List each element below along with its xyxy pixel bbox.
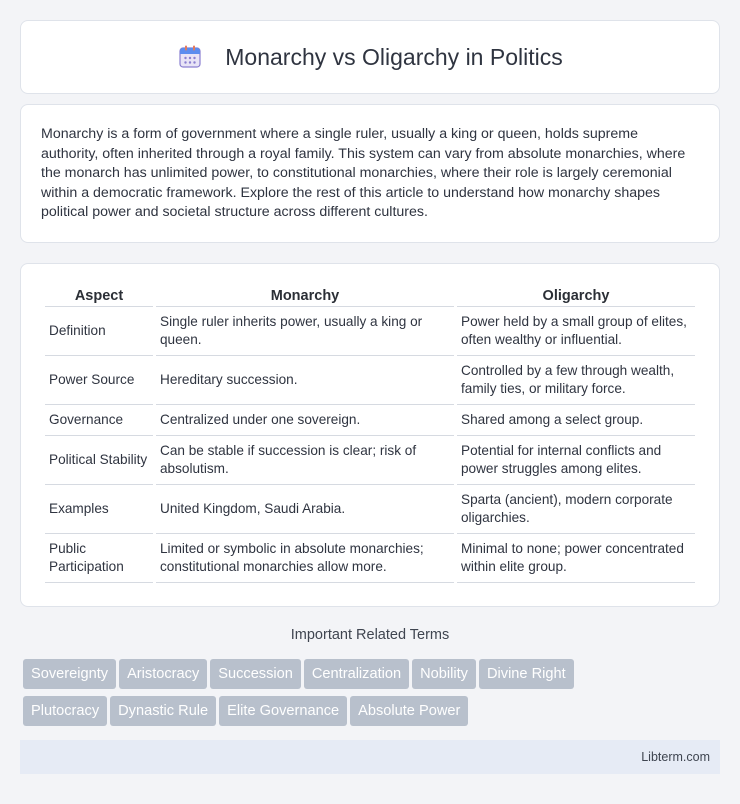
cell-monarchy: Can be stable if succession is clear; risk of absolutism. (156, 436, 454, 485)
cell-oligarchy: Power held by a small group of elites, often wealthy or influential. (457, 307, 695, 356)
footer-site-link[interactable]: Libterm.com (641, 750, 710, 764)
tag-elite-governance[interactable]: Elite Governance (219, 696, 347, 726)
cell-monarchy: United Kingdom, Saudi Arabia. (156, 485, 454, 534)
tag-dynastic-rule[interactable]: Dynastic Rule (110, 696, 216, 726)
tag-succession[interactable]: Succession (210, 659, 301, 689)
table-row (45, 436, 695, 485)
cell-monarchy: Limited or symbolic in absolute monarchies; constitutional monarchies allow more. (156, 534, 454, 583)
related-terms-list (23, 659, 723, 733)
tag-absolute-power[interactable]: Absolute Power (350, 696, 468, 726)
tag-nobility[interactable]: Nobility (412, 659, 476, 689)
cell-aspect: Governance (45, 405, 153, 436)
table-header-row (45, 284, 695, 307)
cell-oligarchy: Sparta (ancient), modern corporate oligarchies. (457, 485, 695, 534)
tag-sovereignty[interactable]: Sovereignty (23, 659, 116, 689)
header-oligarchy: Oligarchy (457, 284, 695, 307)
table-row (45, 356, 695, 405)
cell-aspect: Definition (45, 307, 153, 356)
header-monarchy: Monarchy (156, 284, 454, 307)
comparison-table (42, 284, 698, 583)
table-row (45, 405, 695, 436)
footer (20, 740, 720, 774)
cell-oligarchy: Potential for internal conflicts and power struggles among elites. (457, 436, 695, 485)
intro-paragraph: Monarchy is a form of government where a single ruler, usually a king or queen, holds supreme authority, often inherited through a royal family. This system can vary from absolute monarchies, where the monarch has unlimited power, to constitutional monarchies, where their role is largely ceremonial within a democratic framework. Explore the rest of this article to understand how monarchy shapes political power and societal structure across different cultures. (41, 126, 686, 220)
cell-monarchy: Hereditary succession. (156, 356, 454, 405)
cell-oligarchy: Minimal to none; power concentrated within elite group. (457, 534, 695, 583)
cell-aspect: Power Source (45, 356, 153, 405)
cell-oligarchy: Shared among a select group. (457, 405, 695, 436)
comparison-card (20, 263, 720, 607)
tag-centralization[interactable]: Centralization (304, 659, 409, 689)
page-title: Monarchy vs Oligarchy in Politics (225, 43, 563, 70)
table-row (45, 307, 695, 356)
tag-aristocracy[interactable]: Aristocracy (119, 659, 207, 689)
tag-divine-right[interactable]: Divine Right (479, 659, 574, 689)
cell-monarchy: Single ruler inherits power, usually a king or queen. (156, 307, 454, 356)
table-row (45, 534, 695, 583)
cell-oligarchy: Controlled by a few through wealth, family ties, or military force. (457, 356, 695, 405)
calendar-icon (177, 44, 203, 70)
table-row (45, 485, 695, 534)
cell-aspect: Public Participation (45, 534, 153, 583)
related-terms-heading: Important Related Terms (290, 627, 450, 643)
intro-card (20, 104, 720, 243)
cell-monarchy: Centralized under one sovereign. (156, 405, 454, 436)
cell-aspect: Examples (45, 485, 153, 534)
header-aspect: Aspect (45, 284, 153, 307)
cell-aspect: Political Stability (45, 436, 153, 485)
title-card (20, 20, 720, 94)
tag-plutocracy[interactable]: Plutocracy (23, 696, 107, 726)
